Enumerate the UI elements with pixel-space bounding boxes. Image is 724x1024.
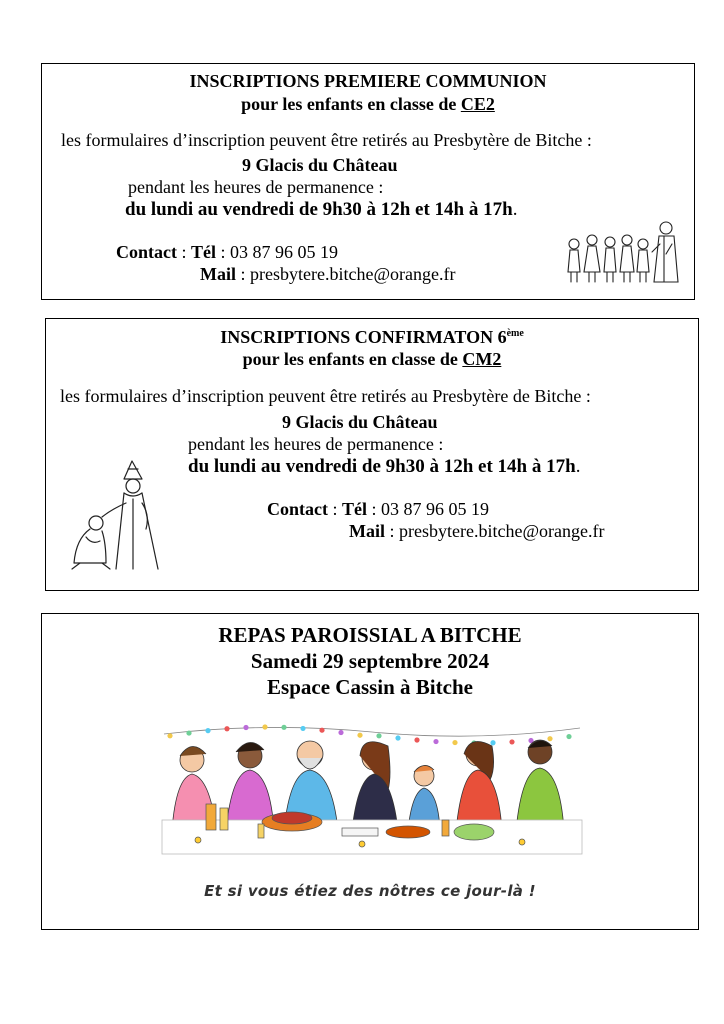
light-bulb-icon [281,725,286,730]
bishop-confirmation-illustration-icon [66,459,176,571]
light-bulb-icon [167,733,172,738]
confirmation-title-sup: ème [506,328,524,339]
repas-place: Espace Cassin à Bitche [267,675,473,699]
first-communion-illustration-icon [564,214,680,286]
repas-title: REPAS PAROISSIAL A BITCHE [218,623,522,647]
repas-tagline: Et si vous étiez des nôtres ce jour-là ! [204,882,536,900]
communion-hours-label: pendant les heures de permanence : [128,177,384,197]
confirmation-subtitle [46,349,698,370]
confirmation-section [45,318,699,591]
communion-hours-value: du lundi au vendredi de 9h30 à 12h et 14h à 17h [125,199,513,220]
light-bulb-icon [205,728,210,733]
confirmation-intro: les formulaires d’inscription peuvent être retirés au Presbytère de Bitche : [60,386,591,406]
confirmation-mail-label: Mail [349,521,385,541]
confirmation-contact: Contact : Tél : 03 87 96 05 19 [267,499,490,519]
confirmation-hours: du lundi au vendredi de 9h30 à 12h et 14h à 17h. [188,456,581,477]
light-bulb-icon [319,728,324,733]
communion-tel-label: Tél [191,242,217,262]
light-bulb-icon [490,740,495,745]
light-bulb-icon [338,730,343,735]
communion-subtitle [42,94,694,115]
confirmation-hours-value: du lundi au vendredi de 9h30 à 12h et 14h à 17h [188,456,576,477]
confirmation-class-name: CM2 [462,349,502,369]
light-bulb-icon [433,739,438,744]
light-bulb-icon [224,726,229,731]
shared-meal-illustration-icon [162,720,582,860]
communion-section [41,63,695,300]
communion-contact-label: Contact [116,242,177,262]
light-bulb-icon [262,724,267,729]
light-bulb-icon [243,725,248,730]
confirmation-tel: 03 87 96 05 19 [381,499,490,519]
light-bulb-icon [452,740,457,745]
confirmation-contact-label: Contact [267,499,328,519]
communion-mail-address[interactable]: presbytere.bitche@orange.fr [250,264,456,284]
light-bulb-icon [547,736,552,741]
light-bulb-icon [509,739,514,744]
communion-tel: 03 87 96 05 19 [230,242,339,262]
communion-intro: les formulaires d’inscription peuvent être retirés au Presbytère de Bitche : [61,130,592,150]
light-bulb-icon [376,733,381,738]
confirmation-title [46,327,698,348]
confirmation-mail: Mail : presbytere.bitche@orange.fr [349,521,605,541]
light-bulb-icon [300,726,305,731]
communion-contact: Contact : Tél : 03 87 96 05 19 [116,242,339,262]
communion-mail: Mail : presbytere.bitche@orange.fr [200,264,456,284]
confirmation-tel-label: Tél [342,499,368,519]
confirmation-hours-label: pendant les heures de permanence : [188,434,444,454]
communion-mail-label: Mail [200,264,236,284]
light-bulb-icon [357,733,362,738]
light-bulb-icon [186,730,191,735]
light-bulb-icon [414,737,419,742]
communion-address: 9 Glacis du Château [242,155,398,175]
light-bulb-icon [566,734,571,739]
communion-subtitle-prefix: pour les enfants en classe de [241,94,461,114]
confirmation-subtitle-prefix: pour les enfants en classe de [242,349,463,369]
communion-title: INSCRIPTIONS PREMIERE COMMUNION [189,71,547,91]
confirmation-mail-address[interactable]: presbytere.bitche@orange.fr [399,521,605,541]
confirmation-title-text: INSCRIPTIONS CONFIRMATON 6 [220,327,507,347]
repas-date: Samedi 29 septembre 2024 [250,649,490,673]
confirmation-address: 9 Glacis du Château [282,412,438,432]
repas-section [41,613,699,930]
light-bulb-icon [395,735,400,740]
communion-hours: du lundi au vendredi de 9h30 à 12h et 14h à 17h. [125,199,518,220]
communion-class-name: CE2 [460,94,495,114]
